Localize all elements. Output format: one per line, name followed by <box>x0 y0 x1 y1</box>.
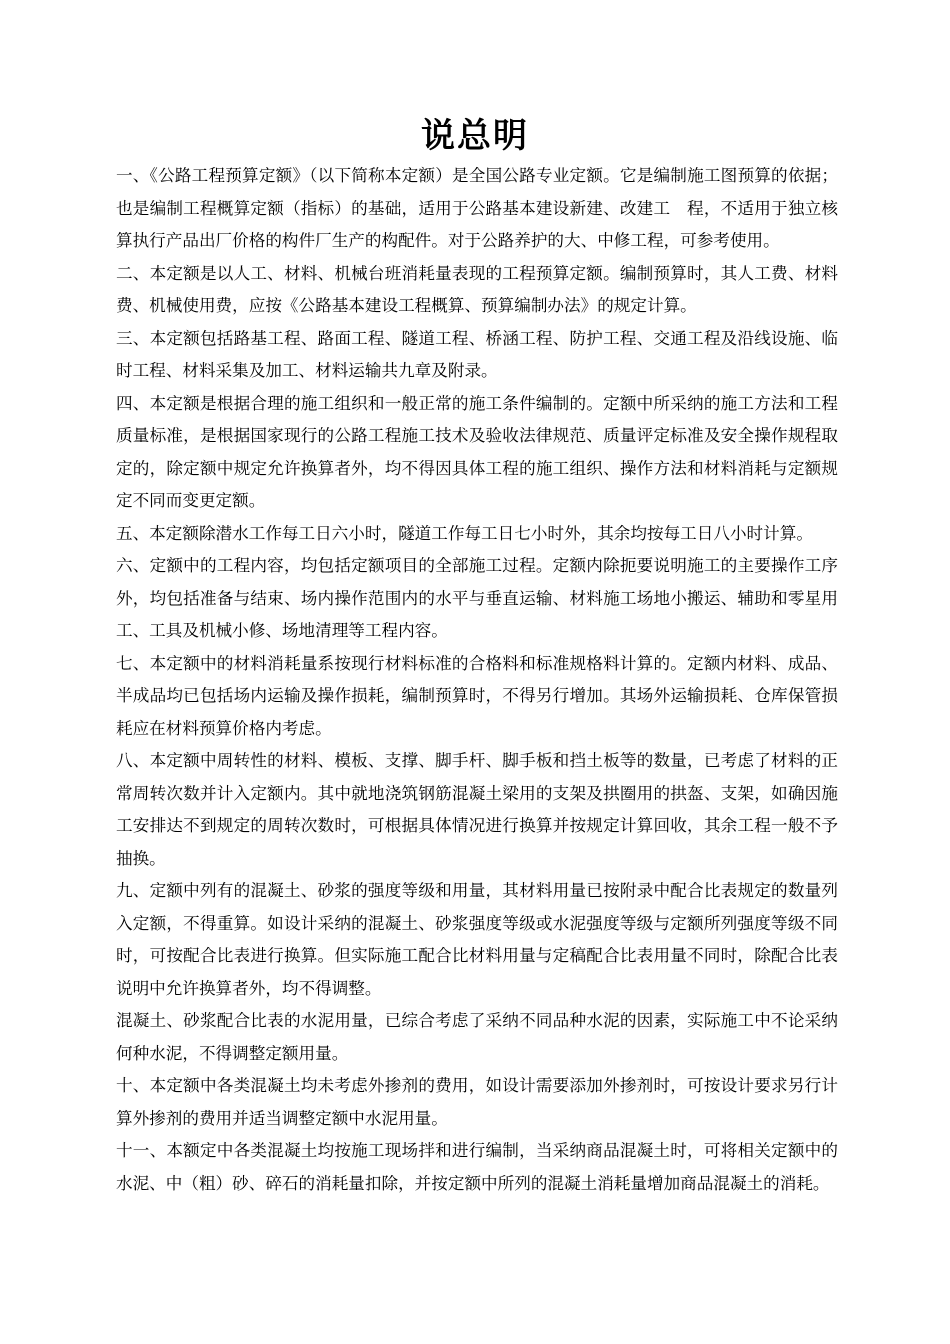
paragraph-9-note: 混凝土、砂浆配合比表的水泥用量，已综合考虑了采纳不同品种水泥的因素，实际施工中不论采纳何种水泥，不得调整定额用量。 <box>116 1011 838 1063</box>
paragraph-10: 十、本定额中各类混凝土均未考虑外掺剂的费用，如设计需要添加外掺剂时，可按设计要求另行计算外掺剂的费用并适当调整定额中水泥用量。 <box>116 1076 838 1128</box>
document-body <box>116 160 838 1200</box>
paragraph-7: 七、本定额中的材料消耗量系按现行材料标准的合格料和标准规格料计算的。定额内材料、成品、半成品均已包括场内运输及操作损耗，编制预算时，不得另行增加。其场外运输损耗、仓库保管损耗应在材料预算价格内考虑。 <box>116 653 838 738</box>
paragraph-5: 五、本定额除潜水工作每工日六小时，隧道工作每工日七小时外，其余均按每工日八小时计算。 <box>116 523 813 543</box>
paragraph-1: 一、《公路工程预算定额》（以下简称本定额）是全国公路专业定额。它是编制施工图预算的依据；也是编制工程概算定额（指标）的基础，适用于公路基本建设新建、改建工 程，不适用于独立核算执行产品出厂价格的构件厂生产的构配件。对于公路养护的大、中修工程，可参考使用。 <box>116 166 838 250</box>
page-title: 说总明 <box>421 116 529 156</box>
paragraph-3: 三、本定额包括路基工程、路面工程、隧道工程、桥涵工程、防护工程、交通工程及沿线设施、临时工程、材料采集及加工、材料运输共九章及附录。 <box>116 328 838 380</box>
paragraph-9: 九、定额中列有的混凝土、砂浆的强度等级和用量，其材料用量已按附录中配合比表规定的数量列入定额，不得重算。如设计采纳的混凝土、砂浆强度等级或水泥强度等级与定额所列强度等级不同时，可按配合比表进行换算。但实际施工配合比材料用量与定稿配合比表用量不同时，除配合比表说明中允许换算者外，均不得调整。 <box>116 881 838 998</box>
paragraph-11: 十一、本额定中各类混凝土均按施工现场拌和进行编制，当采纳商品混凝土时，可将相关定额中的水泥、中（粗）砂、碎石的消耗量扣除，并按定额中所列的混凝土消耗量增加商品混凝土的消耗。 <box>116 1141 838 1193</box>
paragraph-8: 八、本定额中周转性的材料、模板、支撑、脚手杆、脚手板和挡土板等的数量，已考虑了材料的正常周转次数并计入定额内。其中就地浇筑钢筋混凝土梁用的支架及拱圈用的拱盔、支架，如确因施工安排达不到规定的周转次数时，可根据具体情况进行换算并按规定计算回收，其余工程一般不予抽换。 <box>116 751 838 868</box>
paragraph-6: 六、定额中的工程内容，均包括定额项目的全部施工过程。定额内除扼要说明施工的主要操作工序外，均包括准备与结束、场内操作范围内的水平与垂直运输、材料施工场地小搬运、辅助和零星用工、工具及机械小修、场地清理等工程内容。 <box>116 556 838 640</box>
paragraph-2: 二、本定额是以人工、材料、机械台班消耗量表现的工程预算定额。编制预算时，其人工费、材料费、机械使用费，应按《公路基本建设工程概算、预算编制办法》的规定计算。 <box>116 263 838 315</box>
paragraph-4: 四、本定额是根据合理的施工组织和一般正常的施工条件编制的。定额中所采纳的施工方法和工程质量标准，是根据国家现行的公路工程施工技术及验收法律规范、质量评定标准及安全操作规程取定的，除定额中规定允许换算者外，均不得因具体工程的施工组织、操作方法和材料消耗与定额规定不同而变更定额。 <box>116 393 838 510</box>
